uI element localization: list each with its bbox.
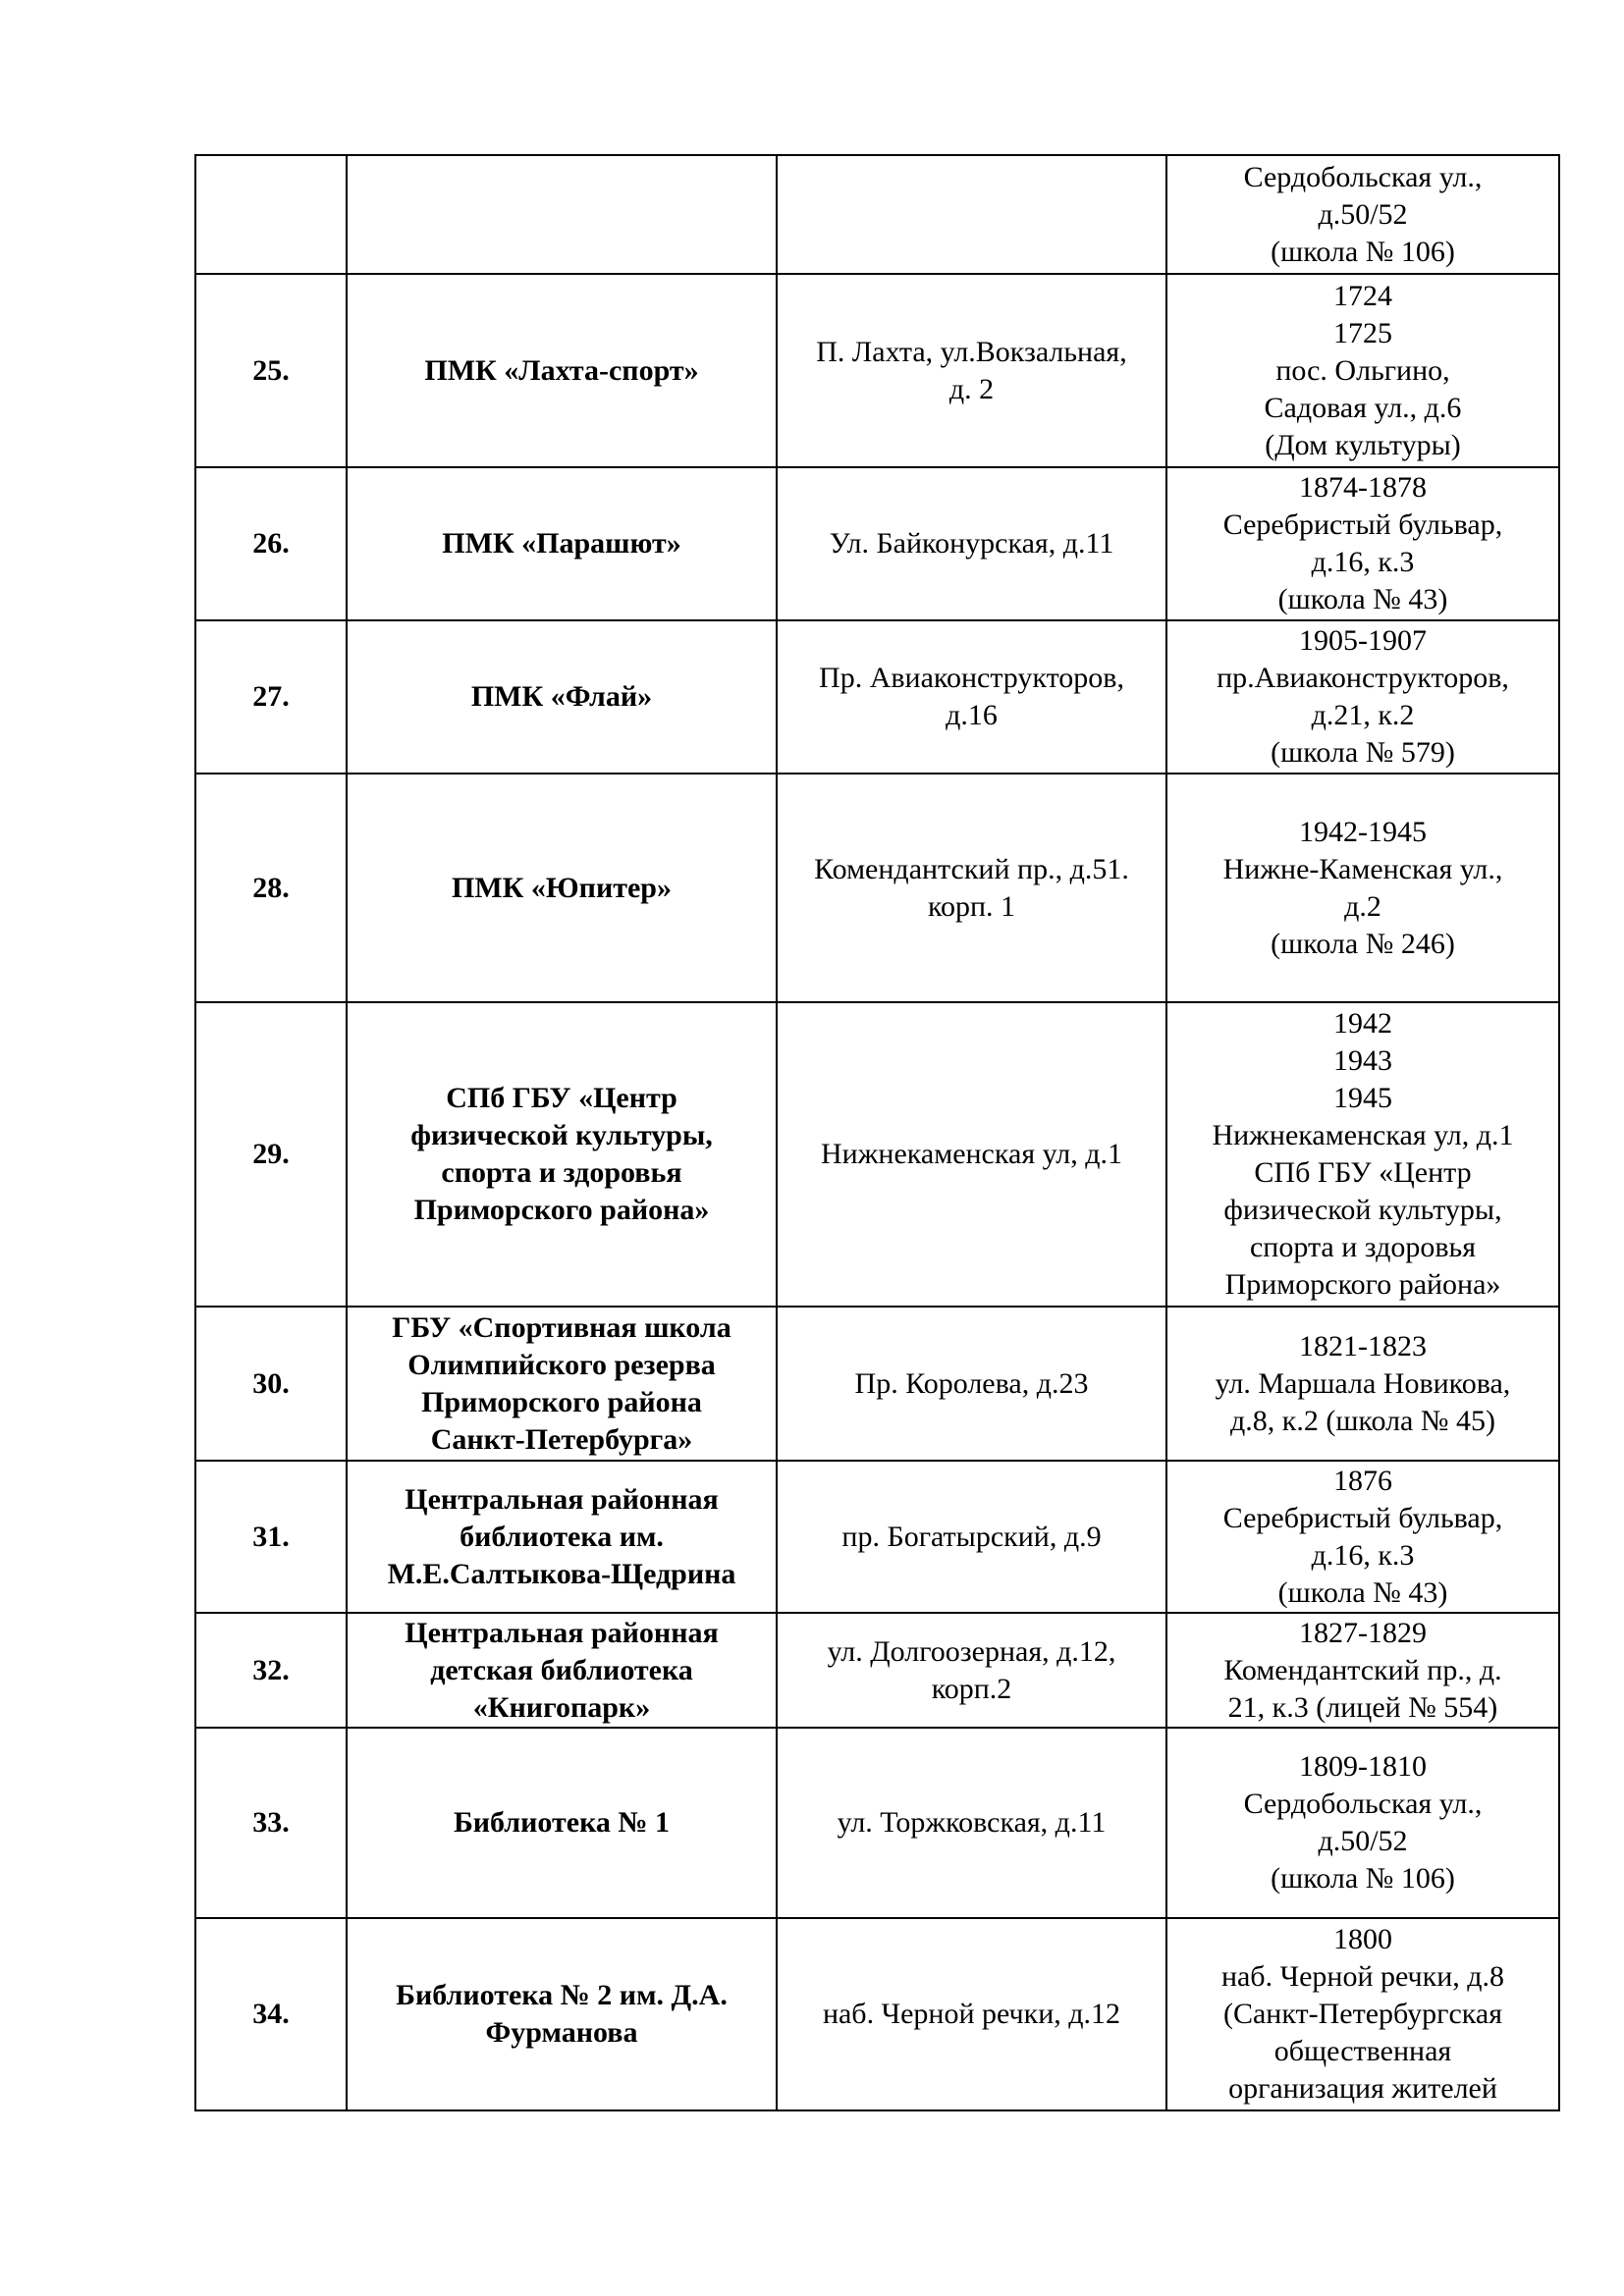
- organization-name-line: Библиотека № 2 им. Д.А.: [396, 1979, 728, 2011]
- polling-sites-cell: [1166, 1307, 1559, 1461]
- polling-sites-cell: [1166, 620, 1559, 774]
- polling-sites-line: пр.Авиаконструкторов,: [1217, 662, 1509, 694]
- polling-sites-line: 1876: [1333, 1464, 1392, 1497]
- organization-name-line: ПМК «Флай»: [470, 680, 653, 713]
- polling-sites-line: (школа № 43): [1277, 1575, 1448, 1609]
- address-line: Ул. Байконурская, д.11: [829, 527, 1114, 560]
- polling-sites-line: Садовая ул., д.6: [1264, 391, 1462, 424]
- organization-name-line: СПб ГБУ «Центр: [446, 1082, 677, 1114]
- organization-name-cell: [347, 467, 777, 620]
- polling-sites-cell: [1166, 1728, 1559, 1918]
- table-row: [195, 155, 1559, 274]
- address-cell: [777, 1728, 1166, 1918]
- organization-name-cell: [347, 620, 777, 774]
- polling-sites-line: организация жителей: [1228, 2072, 1497, 2105]
- row-number-cell: 29.: [195, 1002, 347, 1307]
- venues-table-body: [195, 155, 1559, 2110]
- address-line: ул. Долгоозерная, д.12,: [827, 1634, 1116, 1668]
- organization-name-cell: [347, 1918, 777, 2110]
- polling-sites-line: 1905-1907: [1299, 624, 1427, 657]
- organization-name-line: Центральная районная: [405, 1616, 719, 1649]
- polling-sites-line: д.21, к.2: [1311, 699, 1415, 731]
- address-line: пр. Богатырский, д.9: [841, 1520, 1102, 1553]
- row-number-cell: 34.: [195, 1918, 347, 2110]
- row-number-cell: 27.: [195, 620, 347, 774]
- polling-sites-line: 1725: [1333, 316, 1392, 349]
- polling-sites-line: Сердобольская ул.,: [1243, 160, 1483, 193]
- polling-sites-line: д.8, к.2 (школа № 45): [1230, 1404, 1495, 1437]
- address-cell: [777, 1613, 1166, 1728]
- polling-sites-line: 21, к.3 (лицей № 554): [1227, 1690, 1498, 1724]
- address-cell: [777, 1918, 1166, 2110]
- row-number-cell: 32.: [195, 1613, 347, 1728]
- row-number-cell: [195, 155, 347, 274]
- organization-name-line: М.Е.Салтыкова-Щедрина: [387, 1557, 736, 1590]
- address-line: Пр. Авиаконструкторов,: [819, 662, 1124, 694]
- address-cell: [777, 1461, 1166, 1613]
- polling-sites-line: (школа № 246): [1271, 927, 1455, 960]
- polling-sites-line: наб. Черной речки, д.8: [1220, 1960, 1505, 1993]
- polling-sites-line: СПб ГБУ «Центр: [1254, 1156, 1472, 1189]
- polling-sites-line: 1874-1878: [1299, 471, 1427, 504]
- polling-sites-line: ул. Маршала Новикова,: [1215, 1366, 1511, 1400]
- organization-name-line: спорта и здоровья: [441, 1156, 682, 1189]
- row-number-cell: 30.: [195, 1307, 347, 1461]
- address-line: Комендантский пр., д.51.: [814, 852, 1129, 885]
- polling-sites-line: Сердобольская ул.,: [1243, 1788, 1483, 1820]
- address-cell: [777, 467, 1166, 620]
- organization-name-line: Центральная районная: [405, 1482, 719, 1516]
- address-line: Пр. Королева, д.23: [854, 1366, 1089, 1400]
- table-row: [195, 774, 1559, 1002]
- polling-sites-line: (школа № 579): [1271, 736, 1455, 769]
- polling-sites-line: 1942: [1333, 1007, 1392, 1040]
- organization-name-line: физической культуры,: [410, 1119, 713, 1151]
- table-row: [195, 274, 1559, 467]
- polling-sites-cell: [1166, 274, 1559, 467]
- polling-sites-line: (Дом культуры): [1265, 428, 1461, 461]
- polling-sites-line: Нижнекаменская ул, д.1: [1212, 1119, 1514, 1151]
- organization-name-line: Библиотека № 1: [453, 1806, 671, 1839]
- organization-name-line: детская библиотека: [430, 1653, 693, 1686]
- polling-sites-line: 1827-1829: [1299, 1616, 1427, 1649]
- organization-name-cell: [347, 1461, 777, 1613]
- polling-sites-line: 1945: [1333, 1082, 1392, 1114]
- organization-name-line: ПМК «Лахта-спорт»: [424, 353, 699, 387]
- address-cell: [777, 620, 1166, 774]
- polling-sites-line: (школа № 43): [1277, 583, 1448, 615]
- polling-sites-line: д.16, к.3: [1311, 546, 1415, 578]
- polling-sites-cell: [1166, 1461, 1559, 1613]
- polling-sites-cell: [1166, 155, 1559, 274]
- polling-sites-line: (школа № 106): [1271, 1862, 1455, 1895]
- polling-sites-line: Комендантский пр., д.: [1223, 1653, 1502, 1686]
- row-number-cell: 26.: [195, 467, 347, 620]
- organization-name-line: Приморского района»: [413, 1194, 710, 1226]
- organization-name-line: ГБУ «Спортивная школа: [392, 1310, 731, 1344]
- organization-name-cell: [347, 274, 777, 467]
- organization-name-line: Санкт-Петербурга»: [430, 1422, 693, 1456]
- polling-sites-line: спорта и здоровья: [1249, 1231, 1477, 1263]
- address-cell: [777, 1002, 1166, 1307]
- address-line: корп.2: [931, 1672, 1012, 1705]
- polling-sites-line: физической культуры,: [1223, 1194, 1502, 1226]
- polling-sites-line: д.16, к.3: [1311, 1538, 1415, 1572]
- polling-sites-cell: [1166, 1613, 1559, 1728]
- polling-sites-line: 1724: [1333, 279, 1392, 312]
- row-number-cell: 25.: [195, 274, 347, 467]
- table-row: [195, 1002, 1559, 1307]
- polling-sites-line: д.50/52: [1318, 1825, 1408, 1857]
- polling-sites-line: 1943: [1333, 1044, 1392, 1077]
- polling-sites-line: (Санкт-Петербургская: [1222, 1998, 1503, 2030]
- polling-sites-line: Приморского района»: [1224, 1268, 1501, 1301]
- organization-name-line: Фурманова: [485, 2016, 638, 2049]
- polling-sites-cell: [1166, 1918, 1559, 2110]
- row-number-cell: 33.: [195, 1728, 347, 1918]
- table-row: [195, 1307, 1559, 1461]
- table-row: [195, 1918, 1559, 2110]
- polling-sites-cell: [1166, 774, 1559, 1002]
- polling-sites-line: общественная: [1273, 2035, 1452, 2067]
- address-cell: [777, 274, 1166, 467]
- polling-sites-line: Нижне-Каменская ул.,: [1222, 852, 1503, 885]
- polling-sites-line: д.2: [1344, 889, 1381, 923]
- polling-sites-line: (школа № 106): [1271, 235, 1455, 268]
- polling-sites-line: д.50/52: [1318, 197, 1408, 231]
- polling-sites-line: Серебристый бульвар,: [1222, 508, 1503, 541]
- organization-name-line: ПМК «Парашют»: [442, 527, 681, 560]
- polling-sites-cell: [1166, 1002, 1559, 1307]
- polling-sites-line: 1821-1823: [1299, 1329, 1427, 1362]
- address-line: д.16: [946, 699, 998, 731]
- polling-sites-line: Серебристый бульвар,: [1222, 1501, 1503, 1534]
- address-cell: [777, 774, 1166, 1002]
- organization-name-line: Приморского района: [421, 1385, 702, 1418]
- organization-name-line: ПМК «Юпитер»: [452, 871, 672, 904]
- address-line: П. Лахта, ул.Вокзальная,: [816, 335, 1127, 368]
- organization-name-line: «Книгопарк»: [472, 1690, 651, 1724]
- organization-name-line: Олимпийского резерва: [407, 1348, 716, 1381]
- polling-sites-line: 1800: [1333, 1923, 1392, 1955]
- table-row: [195, 467, 1559, 620]
- organization-name-line: библиотека им.: [460, 1520, 664, 1553]
- address-line: корп. 1: [927, 889, 1016, 923]
- organization-name-cell: [347, 774, 777, 1002]
- row-number-cell: 31.: [195, 1461, 347, 1613]
- address-line: ул. Торжковская, д.11: [837, 1806, 1107, 1839]
- venues-table: [194, 154, 1560, 2111]
- address-cell: [777, 1307, 1166, 1461]
- table-row: [195, 1613, 1559, 1728]
- organization-name-cell: [347, 1613, 777, 1728]
- polling-sites-cell: [1166, 467, 1559, 620]
- table-row: [195, 620, 1559, 774]
- row-number-cell: 28.: [195, 774, 347, 1002]
- organization-name-cell: [347, 1728, 777, 1918]
- organization-name-cell: [347, 1002, 777, 1307]
- table-row: [195, 1728, 1559, 1918]
- address-line: наб. Черной речки, д.12: [822, 1998, 1121, 2030]
- polling-sites-line: 1942-1945: [1299, 815, 1427, 848]
- polling-sites-line: 1809-1810: [1299, 1750, 1427, 1783]
- address-cell: [777, 155, 1166, 274]
- polling-sites-line: пос. Ольгино,: [1275, 353, 1450, 387]
- organization-name-cell: [347, 1307, 777, 1461]
- table-row: [195, 1461, 1559, 1613]
- address-line: д. 2: [948, 372, 995, 405]
- address-line: Нижнекаменская ул, д.1: [820, 1138, 1123, 1170]
- organization-name-cell: [347, 155, 777, 274]
